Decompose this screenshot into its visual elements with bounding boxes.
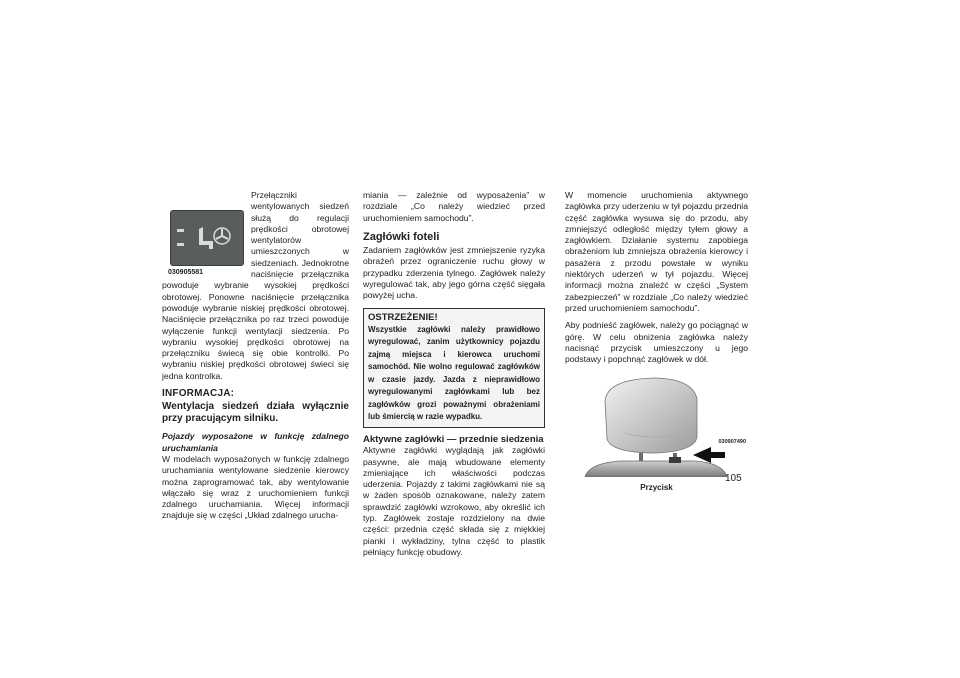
note-text: Wentylacja siedzeń działa wyłącznie przy pracującym silniku. xyxy=(162,401,349,425)
active-headrests-paragraph: Aktywne zagłówki wyglądają jak zagłówki pasywne, ale mają wbudowane elementy zmieniające ich właściwości podczas uderzenia. Pojazdy z takimi zagłówkami nie są w żaden sposób oznakowane, należy zatem sprawdzić zagłówki wzrokowo, aby określić ich typ. Zagłówek zostaje rozdzielony na dwie części: przednia część składa się z miękkiej pianki i wykładziny, tylna część to plastik pełniący funkcję obudowy. xyxy=(363,445,545,557)
column-1 xyxy=(162,190,349,528)
warning-title: OSTRZEŻENIE! xyxy=(368,311,438,323)
vent-switch-paragraph: Przełączniki wentylowanych siedzeń służą do regulacji prędkości obrotowej wentylatorów umieszczonych w siedzeniach. Jednokrotne naciśnięcie przełącznika powoduje wybranie wysokiej prędkości obrotowej. Ponowne naciśnięcie przełącznika powoduje wybranie niskiej prędkości obrotowej. Naciśnięcie przełącznika po raz trzeci powoduje wyłączenie funkcji wentylacji siedzenia. Po wybraniu wysokiej prędkości obrotowej na przełączniku świecą się obie kontrolki. Po wybraniu niskiej prędkości obrotowej świeci się jedna kontrolka. xyxy=(162,190,349,381)
vent-switch-figure xyxy=(162,190,246,278)
column-3 xyxy=(565,190,748,492)
warning-text: Wszystkie zagłówki należy prawidłowo wyregulować, zanim użytkownicy pojazdu zajmą miejsca i kierowca uruchomi samochód. Nie wolno regulować zagłówków w czasie jazdy. Jazda z nieprawidłowo wyregulowanymi zagłówkami lub bez zagłówków grozi poważnymi obrażeniami lub śmiercią w razie wypadku. xyxy=(368,324,540,422)
headrests-paragraph: Zadaniem zagłówków jest zmniejszenie ryzyka obrażeń przez ograniczenie ruchu głowy w przypadku zderzenia tylnego. Zagłówek należy wyregulować tak, aby jego górna część sięgała powyżej ucha. xyxy=(363,245,545,301)
headrest-image xyxy=(565,375,748,477)
remote-start-subheading: Pojazdy wyposażone w funkcję zdalnego uruchamiania xyxy=(162,431,349,453)
remote-start-paragraph: W modelach wyposażonych w funkcję zdalnego uruchamiania wentylowane siedzenie kierowcy można zaprogramować tak, aby wentylowanie włączało się wraz z uruchomieniem funkcji zdalnego uruchamiania. Więcej informacji znajduje się w części „Układ zdalnego urucha- xyxy=(162,453,349,521)
figure-code: 030905581 xyxy=(168,268,204,276)
seat-ventilation-switch-image xyxy=(170,210,244,266)
headrest-adjust-paragraph: Aby podnieść zagłówek, należy go pociągnąć w górę. W celu obniżenia zagłówka należy nacisnąć przycisk umieszczony u jego podstawy i popchnąć zagłówek w dół. xyxy=(565,320,748,365)
continuation-paragraph: miania — zależnie od wyposażenia” w rozdziale „Co należy wiedzieć przed uruchomieniem samochodu”. xyxy=(363,190,545,223)
column-2 xyxy=(363,190,545,564)
section-title-headrests: Zagłówki foteli xyxy=(363,230,440,243)
page-number: 105 xyxy=(725,473,742,484)
active-headrest-operation-paragraph: W momencie uruchomienia aktywnego zagłówka przy uderzeniu w tył pojazdu przednia część zagłówka wysuwa się do przodu, aby zmniejszyć odległość między tyłem głowy a zagłówkiem. Działanie systemu zapobiega obrażeniom lub zmniejsza obrażenia kierowcy i pasażera z przodu powstałe w wyniku niektórych uderzeń w tył pojazdu. Więcej informacji można znaleźć w części „System zabezpieczeń” w rozdziale „Co należy wiedzieć przed uruchomieniem samochodu”. xyxy=(565,190,748,313)
seat-fan-icon xyxy=(195,223,235,253)
arrow-icon xyxy=(693,447,725,463)
headrest-figure xyxy=(565,375,748,492)
warning-box xyxy=(363,308,545,428)
active-headrests-subheading: Aktywne zagłówki — przednie siedzenia xyxy=(363,433,544,445)
figure-code: 030907490 xyxy=(718,439,746,446)
note-heading: INFORMACJA: xyxy=(162,388,235,400)
figure-caption: Przycisk xyxy=(640,482,673,492)
